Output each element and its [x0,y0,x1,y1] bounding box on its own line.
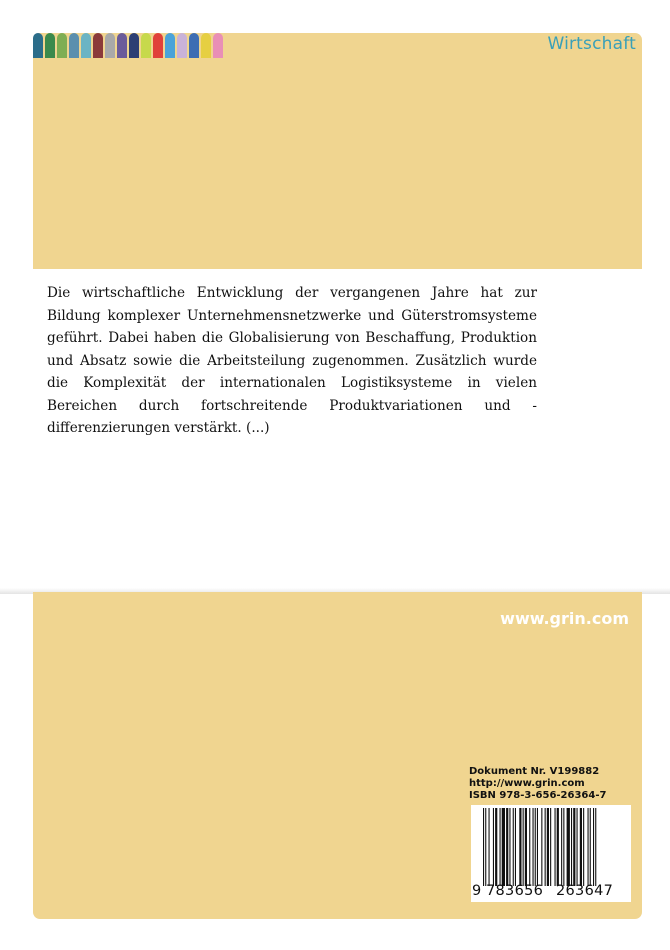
color-stripe [153,33,163,58]
barcode-bar [561,808,562,886]
color-stripe [129,33,139,58]
barcode-bar [550,808,551,886]
barcode-bar [547,808,549,886]
barcode-bar [533,808,534,886]
color-stripes [33,33,225,58]
barcode-bar [523,808,524,886]
barcode-bar [489,808,490,886]
color-stripe [105,33,115,58]
publisher-url: http://www.grin.com [469,778,585,789]
barcode-bar [583,808,584,886]
barcode-bar [590,808,591,886]
barcode-bar [483,808,484,886]
book-blurb: Die wirtschaftliche Entwicklung der vergangenen Jahre hat zur Bildung komplexer Unternehmensnetzwerke und Güterstromsysteme geführt. Dabei haben die Globalisierung von Beschaffung, Produktion und Absatz sowie die Arbeitsteilung zugenommen. Zusätzlich wurde die Komplexität der internationalen Logistiksysteme in vielen Bereichen durch fortschreitende Produktvariationen und -differenzierungen verstärkt. (...) [47,285,537,436]
barcode-bar [595,808,596,886]
barcode-bar [588,808,589,886]
color-stripe [57,33,67,58]
barcode-bar [506,808,508,886]
barcode-bar [537,808,538,886]
barcode-bar [515,808,516,886]
barcode-bar [563,808,564,886]
color-stripe [45,33,55,58]
barcode-bar [577,808,578,886]
barcode-bar [567,808,570,886]
isbn-number: ISBN 978-3-656-26364-7 [469,790,607,801]
barcode-bar [573,808,575,886]
barcode-bars [483,808,627,886]
document-number: Dokument Nr. V199882 [469,766,600,777]
color-stripe [69,33,79,58]
color-stripe [81,33,91,58]
barcode-bar [541,808,542,886]
color-stripe [117,33,127,58]
barcode-bar [555,808,556,886]
publisher-website: www.grin.com [500,609,629,628]
barcode-bar [557,808,559,886]
category-label: Wirtschaft [547,34,636,54]
barcode-group-right: 263647 [556,883,614,899]
color-stripe [93,33,103,58]
barcode-bar [519,808,521,886]
color-stripe [33,33,43,58]
color-stripe [165,33,175,58]
barcode-bar [495,808,497,886]
barcode-bar [513,808,514,886]
barcode-group-left: 783656 [486,883,544,899]
color-stripe [177,33,187,58]
barcode-bar [593,808,594,886]
barcode-bar [500,808,501,886]
barcode-bar [509,808,510,886]
color-stripe [189,33,199,58]
cover-bottom-panel [33,592,642,919]
barcode-bar [571,808,572,886]
barcode-bar [580,808,582,886]
color-stripe [213,33,223,58]
barcode-bar [535,808,536,886]
color-stripe [141,33,151,58]
color-stripe [201,33,211,58]
cover-top-panel [33,33,642,269]
barcode-bar [493,808,494,886]
barcode-bar [502,808,505,886]
barcode [471,805,631,902]
isbn-block [469,766,633,902]
barcode-bar [529,808,530,886]
barcode-first-digit: 9 [472,883,482,899]
barcode-bar [525,808,527,886]
barcode-bar [545,808,546,886]
barcode-bar [485,808,486,886]
